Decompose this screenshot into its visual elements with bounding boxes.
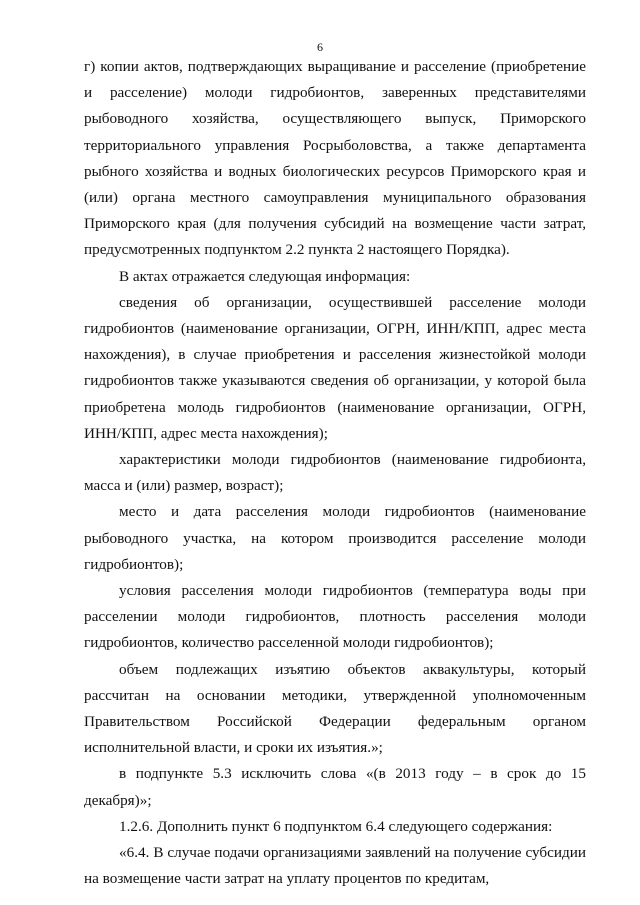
- paragraph-acts-info-intro: В актах отражается следующая информация:: [119, 267, 411, 285]
- paragraph-6-4: «6.4. В случае подачи организациями заявлений на получение субсидии на возмещение части затрат на уплату процентов по кредитам,: [84, 844, 586, 888]
- paragraph-1-2-6: 1.2.6. Дополнить пункт 6 подпунктом 6.4 следующего содержания:: [119, 817, 553, 835]
- paragraph-release-place-date: место и дата расселения молоди гидробионтов (наименование рыбоводного участка, на котором производится расселение молоди гидробионтов);: [84, 503, 586, 573]
- paragraph-harvest-volume: объем подлежащих изъятию объектов аквакультуры, который рассчитан на основании методики, утвержденной уполномоченным Правительством Российской Федерации федеральным органом исполнительной власти, и сроки их изъятия.»;: [84, 660, 586, 757]
- page-number: 6: [317, 40, 323, 54]
- paragraph-subpoint-5-3: в подпункте 5.3 исключить слова «(в 2013 году – в срок до 15 декабря)»;: [84, 765, 586, 809]
- paragraph-juvenile-characteristics: характеристики молоди гидробионтов (наименование гидробионта, масса и (или) размер, возраст);: [84, 451, 586, 495]
- document-body: [84, 54, 586, 893]
- paragraph-organization-info: сведения об организации, осуществившей расселение молоди гидробионтов (наименование организации, ОГРН, ИНН/КПП, адрес места нахождения), в случае приобретения и расселения жизнестойкой молоди гидробионтов также указываются сведения об организации, у которой была приобретена молодь гидробионтов (наименование организации, ОГРН, ИНН/КПП, адрес места нахождения);: [84, 293, 586, 442]
- paragraph-release-conditions: условия расселения молоди гидробионтов (температура воды при расселении молоди гидробионтов, плотность расселения молоди гидробионтов, количество расселенной молоди гидробионтов);: [84, 582, 586, 652]
- paragraph-copies-of-acts: г) копии актов, подтверждающих выращивание и расселение (приобретение и расселение) молоди гидробионтов, заверенных представителями рыбоводного хозяйства, осуществляющего выпуск, Приморского территориального управления Росрыболовства, а также департамента рыбного хозяйства и водных биологических ресурсов Приморского края и (или) органа местного самоуправления муниципального образования Приморского края (для получения субсидий на возмещение части затрат, предусмотренных подпунктом 2.2 пункта 2 настоящего Порядка).: [84, 58, 586, 259]
